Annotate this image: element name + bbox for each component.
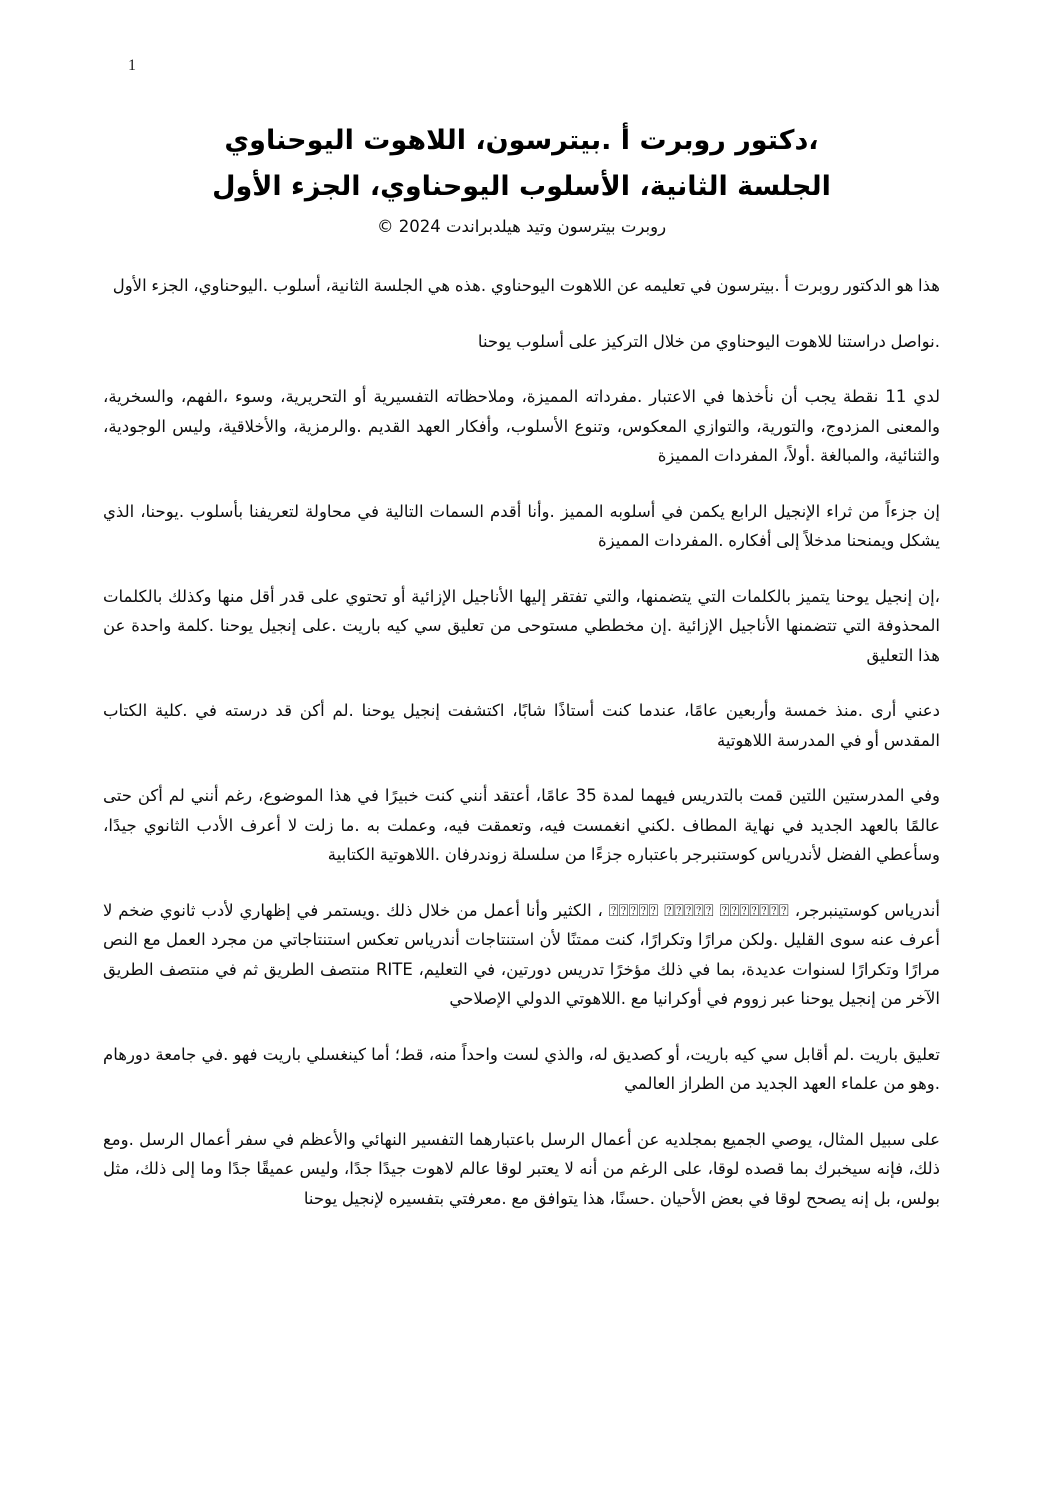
document-body: [103, 271, 940, 1213]
body-paragraph: ،إن إنجيل يوحنا يتميز بالكلمات التي يتضمنها، والتي تفتقر إليها الأناجيل الإزائية أو تحتوي على قدر أقل منها وكذلك بالكلمات المحذوفة التي تتضمنها الأناجيل الإزائية .إن مخططي مستوحى من تعليق سي كيه باريت .على إنجيل يوحنا .كلمة واحدة عن هذا التعليق: [103, 586, 940, 665]
body-paragraph: لدي 11 نقطة يجب أن نأخذها في الاعتبار .مفرداته المميزة، وملاحظاته التفسيرية أو التحريرية، وسوء ،الفهم، والسخرية، والمعنى المزدوج، والتورية، والتوازي المعكوس، وتنوع الأسلوب، وأفكار العهد القديم .والرمزية، والأخلاقية، وليس الوجودية، والثنائية، والمبالغة .أولاً، المفردات المميزة: [103, 387, 941, 465]
body-paragraph: إن جزءاً من ثراء الإنجيل الرابع يكمن في أسلوبه المميز .وأنا أقدم السمات التالية في محاولة لتعريفنا بأسلوب .يوحنا، الذي يشكل ويمنحنا مدخلاً إلى أفكاره .المفردات المميزة: [103, 501, 940, 550]
body-paragraph: .نواصل دراستنا للاهوت اليوحناوي من خلال التركيز على أسلوب يوحنا: [477, 331, 940, 351]
body-paragraph: أندرياس كوستينبرجر، ⍰⍰⍰⍰⍰ ⍰⍰⍰⍰⍰ ⍰⍰⍰⍰⍰⍰⍰ ، الكثير وأنا أعمل من خلال ذلك .ويستمر في إظهاري لأدب ثانوي ضخم لا أعرف عنه سوى القليل .ولكن مرارًا وتكرارًا، كنت ممتنًا لأن استنتاجات أندرياس تعكس استنتاجاتي من مجرد العمل مع النص مرارًا وتكرارًا لسنوات عديدة، بما في ذلك مؤخرًا تدريس دورتين، في التعليم، RITE منتصف الطريق ثم في منتصف الطريق الآخر من إنجيل يوحنا عبر زووم في أوكرانيا مع .اللاهوتي الدولي الإصلاحي: [103, 900, 940, 1008]
document-title-line1: ،دكتور روبرت أ .بيترسون، اللاهوت اليوحناوي: [224, 125, 819, 156]
page-number: 1: [128, 57, 136, 74]
body-paragraph: دعني أرى .منذ خمسة وأربعين عامًا، عندما كنت أستاذًا شابًا، اكتشفت إنجيل يوحنا .لم أكن قد درسته في .كلية الكتاب المقدس أو في المدرسة اللاهوتية: [103, 701, 940, 750]
document-byline: روبرت بيترسون وتيد هيلدبراندت 2024 ©: [376, 217, 667, 236]
body-paragraph: وفي المدرستين اللتين قمت بالتدريس فيهما لمدة 35 عامًا، أعتقد أنني كنت خبيرًا في هذا الموضوع، رغم أنني لم أكن حتى عالمًا بالعهد الجديد في نهاية المطاف .لكني انغمست فيه، وتعمقت فيه، وعملت به .ما زلت لا أعرف الأدب الثانوي جيدًا، وسأعطي الفضل لأندرياس كوستنبرجر باعتباره جزءًا من سلسلة زوندرفان .اللاهوتية الكتابية: [103, 786, 940, 864]
body-paragraph: تعليق باريت .لم أقابل سي كيه باريت، أو كصديق له، والذي لست واحداً منه، قط؛ أما كينغسلي باريت فهو .في جامعة دورهام .وهو من علماء العهد الجديد من الطراز العالمي: [103, 1044, 940, 1093]
body-paragraph: على سبيل المثال، يوصي الجميع بمجلديه عن أعمال الرسل باعتبارهما التفسير النهائي والأعظم في سفر أعمال الرسل .ومع ذلك، فإنه سيخبرك بما قصده لوقا، على الرغم من أنه لا يعتبر لوقا عالم لاهوت جيدًا جدًا، وليس عميقًا جدًا وما إلى ذلك، مثل بولس، بل إنه يصحح لوقا في بعض الأحيان .حسنًا، هذا يتوافق مع .معرفتي بتفسيره لإنجيل يوحنا: [103, 1129, 940, 1208]
body-paragraph: هذا هو الدكتور روبرت أ .بيترسون في تعليمه عن اللاهوت اليوحناوي .هذه هي الجلسة الثانية، أسلوب .اليوحناوي، الجزء الأول: [112, 276, 940, 295]
document-header: [103, 118, 940, 240]
document-title-line2: الجلسة الثانية، الأسلوب اليوحناوي، الجزء الأول: [212, 171, 831, 202]
